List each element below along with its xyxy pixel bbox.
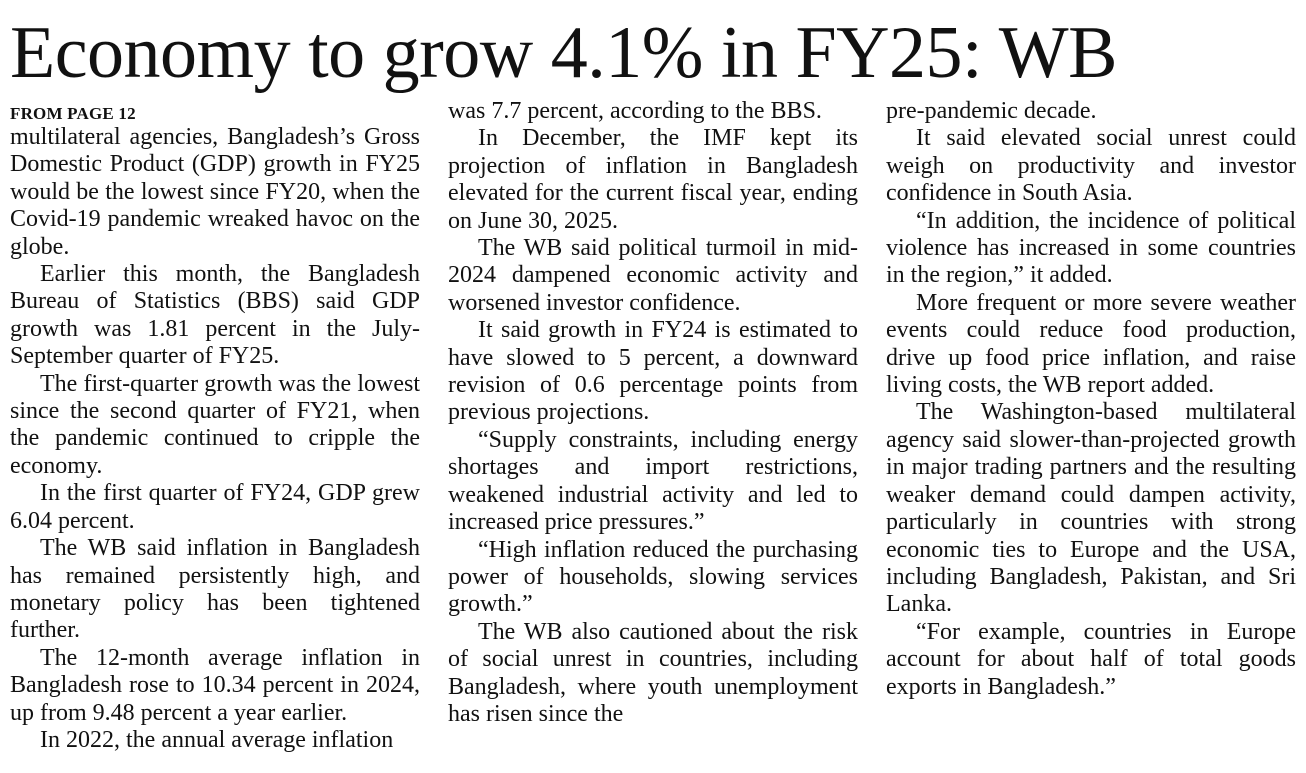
paragraph: The Washington-based multilateral agency said slower-than-projected growth in major trading partners and the resulting weaker demand could dampen activity, particularly in countries with strong economic ties to Europe and the USA, including Bangladesh, Pakistan, and Sri Lanka. — [886, 399, 1296, 618]
jump-line-label: FROM PAGE 12 — [10, 104, 136, 123]
paragraph: “For example, countries in Europe account for about half of total goods exports in Bangladesh.” — [886, 618, 1296, 700]
paragraph: In December, the IMF kept its projection of inflation in Bangladesh elevated for the current fiscal year, ending on June 30, 2025. — [448, 125, 858, 234]
paragraph: More frequent or more severe weather events could reduce food production, drive up food price inflation, and raise living costs, the WB report added. — [886, 289, 1296, 399]
paragraph: multilateral agencies, Bangladesh’s Gross Domestic Product (GDP) growth in FY25 would be the lowest since FY20, when the Covid-19 pandemic wreaked havoc on the globe. — [10, 124, 420, 260]
paragraph: was 7.7 percent, according to the BBS. — [448, 98, 822, 124]
paragraph: The 12-month average inflation in Bangladesh rose to 10.34 percent in 2024, up from 9.48 percent a year earlier. — [10, 644, 420, 726]
article-column-1 — [10, 98, 420, 754]
paragraph: The first-quarter growth was the lowest since the second quarter of FY21, when the pandemic continued to cripple the economy. — [10, 370, 420, 479]
paragraph: The WB also cautioned about the risk of social unrest in countries, including Bangladesh, where youth unemployment has risen since the — [448, 618, 858, 727]
paragraph: It said growth in FY24 is estimated to have slowed to 5 percent, a downward revision of 0.6 percentage points from previous projections. — [448, 317, 858, 426]
paragraph: pre-pandemic decade. — [886, 98, 1097, 124]
paragraph: In 2022, the annual average inflation — [40, 726, 394, 753]
paragraph: “In addition, the incidence of political violence has increased in some countries in the region,” it added. — [886, 207, 1296, 289]
paragraph: The WB said inflation in Bangladesh has remained persistently high, and monetary policy has been tightened further. — [10, 535, 420, 644]
article-column-2 — [448, 98, 858, 728]
paragraph: “Supply constraints, including energy shortages and import restrictions, weakened industrial activity and led to increased price pressures.” — [448, 426, 858, 536]
paragraph: Earlier this month, the Bangladesh Bureau of Statistics (BBS) said GDP growth was 1.81 percent in the July-September quarter of FY25. — [10, 261, 420, 370]
paragraph: The WB said political turmoil in mid-2024 dampened economic activity and worsened investor confidence. — [448, 235, 858, 316]
paragraph: “High inflation reduced the purchasing power of households, slowing services growth.” — [448, 536, 858, 618]
headline: Economy to grow 4.1% in FY25: WB — [10, 12, 1117, 94]
paragraph: It said elevated social unrest could weigh on productivity and investor confidence in South Asia. — [886, 125, 1296, 207]
paragraph: In the first quarter of FY24, GDP grew 6.04 percent. — [10, 480, 420, 534]
article-column-3 — [886, 98, 1296, 701]
